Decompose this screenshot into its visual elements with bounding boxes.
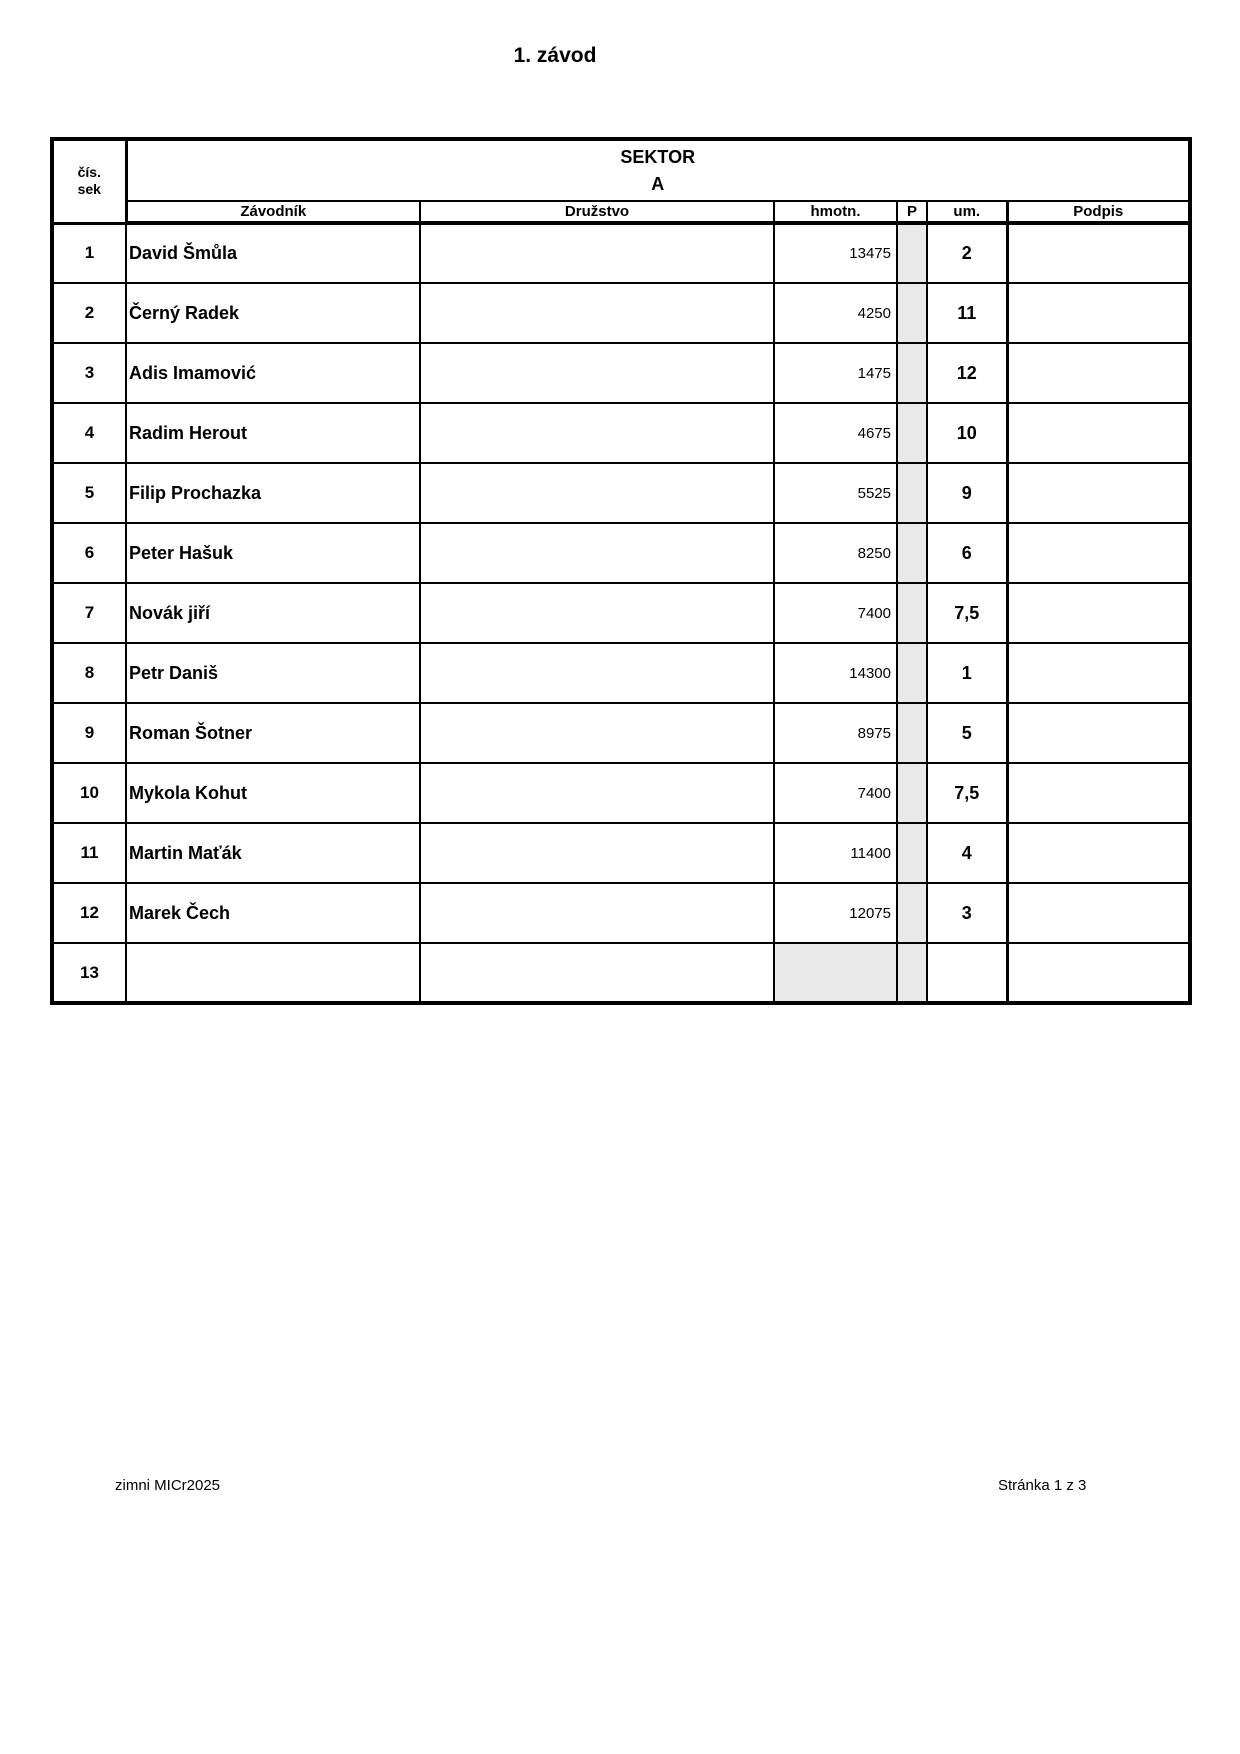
- p-cell: [897, 643, 927, 703]
- signature-cell: [1007, 223, 1190, 283]
- footer-document-label: zimni MICr2025: [115, 1477, 221, 1494]
- column-header-podpis: Podpis: [1007, 201, 1190, 223]
- competitor-cell: Adis Imamović: [126, 343, 420, 403]
- p-cell: [897, 283, 927, 343]
- p-cell: [897, 943, 927, 1003]
- competitor-cell: Peter Hašuk: [126, 523, 420, 583]
- competitor-cell: Mykola Kohut: [126, 763, 420, 823]
- sector-number-cell: 11: [52, 823, 126, 883]
- placement-cell: 12: [927, 343, 1007, 403]
- placement-cell: 7,5: [927, 583, 1007, 643]
- weight-cell: 13475: [774, 223, 897, 283]
- signature-cell: [1007, 823, 1190, 883]
- sector-number-cell: 1: [52, 223, 126, 283]
- sector-number-cell: 5: [52, 463, 126, 523]
- sector-header-cell: [126, 139, 1190, 201]
- team-cell: [420, 643, 774, 703]
- sector-number-cell: 6: [52, 523, 126, 583]
- placement-cell: 5: [927, 703, 1007, 763]
- weight-cell: 7400: [774, 763, 897, 823]
- team-cell: [420, 823, 774, 883]
- column-header-um: um.: [927, 201, 1007, 223]
- table-row: [52, 223, 1190, 283]
- column-header-druzstvo: Družstvo: [420, 201, 774, 223]
- competitor-cell: Černý Radek: [126, 283, 420, 343]
- weight-cell: 5525: [774, 463, 897, 523]
- sector-number-cell: 4: [52, 403, 126, 463]
- signature-cell: [1007, 403, 1190, 463]
- team-cell: [420, 703, 774, 763]
- signature-cell: [1007, 643, 1190, 703]
- signature-cell: [1007, 883, 1190, 943]
- p-cell: [897, 343, 927, 403]
- placement-cell: 10: [927, 403, 1007, 463]
- p-cell: [897, 823, 927, 883]
- p-cell: [897, 463, 927, 523]
- competitor-cell: Martin Maťák: [126, 823, 420, 883]
- sector-number-cell: 10: [52, 763, 126, 823]
- competitor-cell: Novák jiří: [126, 583, 420, 643]
- sector-number-cell: 3: [52, 343, 126, 403]
- signature-cell: [1007, 343, 1190, 403]
- weight-cell: 1475: [774, 343, 897, 403]
- table-row: [52, 763, 1190, 823]
- weight-cell: 4250: [774, 283, 897, 343]
- placement-cell: 4: [927, 823, 1007, 883]
- weight-cell: 12075: [774, 883, 897, 943]
- results-table-body: [52, 223, 1190, 1003]
- team-cell: [420, 943, 774, 1003]
- p-cell: [897, 583, 927, 643]
- weight-cell: 8250: [774, 523, 897, 583]
- team-cell: [420, 403, 774, 463]
- footer-page-number: Stránka 1 z 3: [998, 1477, 1087, 1494]
- signature-cell: [1007, 943, 1190, 1003]
- sector-label: SEKTOR: [620, 147, 696, 168]
- competitor-cell: Roman Šotner: [126, 703, 420, 763]
- signature-cell: [1007, 703, 1190, 763]
- column-header-zavodnik: Závodník: [126, 201, 420, 223]
- p-cell: [897, 523, 927, 583]
- corner-header-line1: čís.: [77, 163, 101, 180]
- table-row: [52, 883, 1190, 943]
- column-header-p: P: [897, 201, 927, 223]
- competitor-cell: Petr Daniš: [126, 643, 420, 703]
- column-header-row: [52, 201, 1190, 223]
- placement-cell: 7,5: [927, 763, 1007, 823]
- competitor-cell: Radim Herout: [126, 403, 420, 463]
- p-cell: [897, 223, 927, 283]
- p-cell: [897, 703, 927, 763]
- weight-cell: 14300: [774, 643, 897, 703]
- placement-cell: 2: [927, 223, 1007, 283]
- weight-cell: 11400: [774, 823, 897, 883]
- placement-cell: 9: [927, 463, 1007, 523]
- team-cell: [420, 463, 774, 523]
- team-cell: [420, 343, 774, 403]
- weight-cell: [774, 943, 897, 1003]
- team-cell: [420, 763, 774, 823]
- table-row: [52, 703, 1190, 763]
- competitor-cell: David Šmůla: [126, 223, 420, 283]
- table-row: [52, 823, 1190, 883]
- column-header-hmotn: hmotn.: [774, 201, 897, 223]
- placement-cell: 11: [927, 283, 1007, 343]
- sector-number-cell: 8: [52, 643, 126, 703]
- weight-cell: 7400: [774, 583, 897, 643]
- competitor-cell: [126, 943, 420, 1003]
- sector-number-cell: 2: [52, 283, 126, 343]
- p-cell: [897, 763, 927, 823]
- table-row: [52, 343, 1190, 403]
- team-cell: [420, 283, 774, 343]
- signature-cell: [1007, 463, 1190, 523]
- signature-cell: [1007, 763, 1190, 823]
- team-cell: [420, 883, 774, 943]
- page-title: 1. závod: [513, 44, 597, 67]
- signature-cell: [1007, 523, 1190, 583]
- table-row: [52, 643, 1190, 703]
- weight-cell: 4675: [774, 403, 897, 463]
- p-cell: [897, 403, 927, 463]
- placement-cell: 6: [927, 523, 1007, 583]
- sector-number-cell: 7: [52, 583, 126, 643]
- sector-number-cell: 12: [52, 883, 126, 943]
- table-row: [52, 283, 1190, 343]
- table-row: [52, 403, 1190, 463]
- competitor-cell: Marek Čech: [126, 883, 420, 943]
- team-cell: [420, 223, 774, 283]
- placement-cell: 1: [927, 643, 1007, 703]
- team-cell: [420, 523, 774, 583]
- table-row: [52, 583, 1190, 643]
- table-row: [52, 523, 1190, 583]
- corner-header-line2: sek: [77, 181, 101, 198]
- placement-cell: [927, 943, 1007, 1003]
- results-table: [50, 137, 1192, 1005]
- placement-cell: 3: [927, 883, 1007, 943]
- p-cell: [897, 883, 927, 943]
- sector-number-cell: 13: [52, 943, 126, 1003]
- signature-cell: [1007, 583, 1190, 643]
- corner-header-cell: [52, 139, 126, 223]
- weight-cell: 8975: [774, 703, 897, 763]
- competitor-cell: Filip Prochazka: [126, 463, 420, 523]
- sector-value: A: [651, 173, 665, 194]
- team-cell: [420, 583, 774, 643]
- signature-cell: [1007, 283, 1190, 343]
- table-row: [52, 463, 1190, 523]
- sector-header-row: [52, 139, 1190, 201]
- table-row: [52, 943, 1190, 1003]
- sector-number-cell: 9: [52, 703, 126, 763]
